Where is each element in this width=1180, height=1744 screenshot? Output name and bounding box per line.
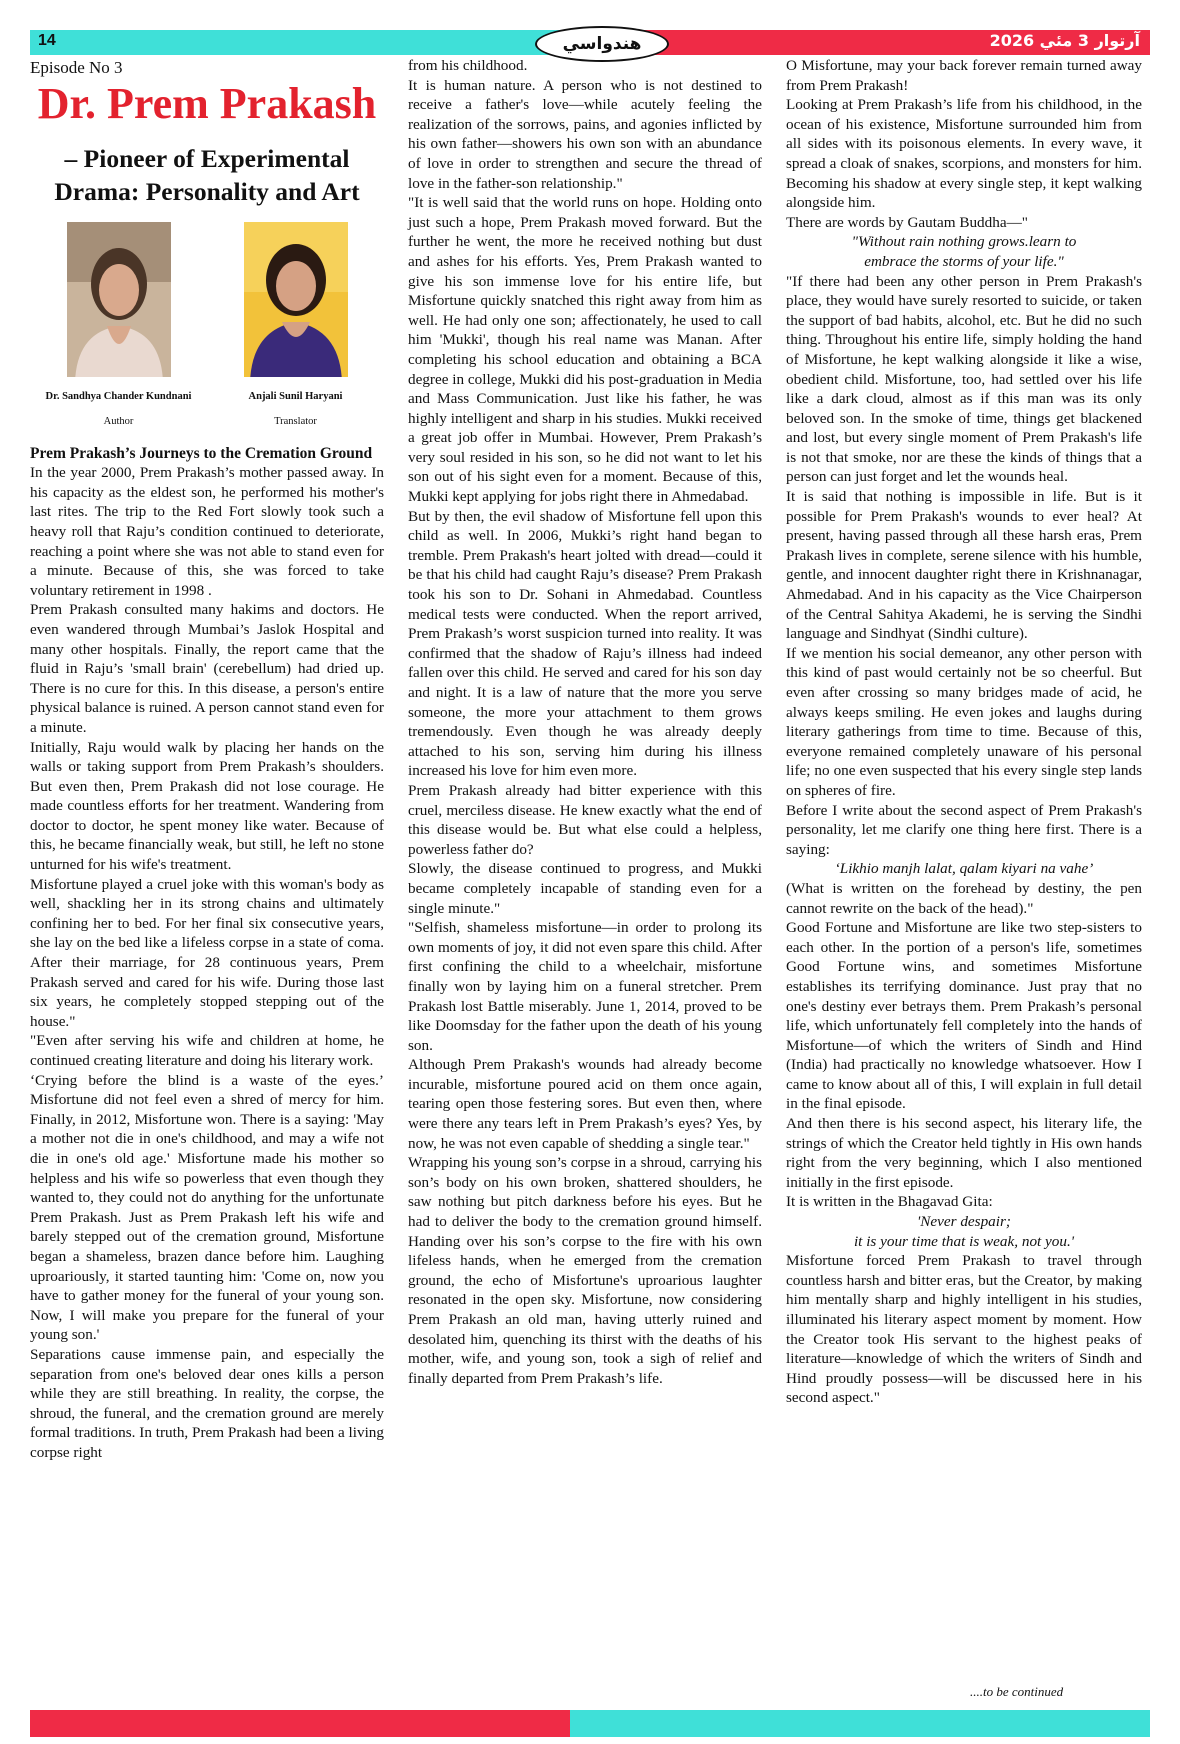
paragraph: It is said that nothing is impossible in life. But is it possible for Prem Prakash's wounds to ever heal? At present, having passed through all these harsh eras, Prem Prakash lives in complete, serene silence with his humble, gentle, and innocent daughter right there in Krishnanagar, Ahmedabad. And in his capacity as the Vice Chairperson of the Central Sahitya Akademi, he is serving the Sindhi language and Sindhyat (Sindhi culture). (786, 488, 1142, 643)
paragraph: Prem Prakash already had bitter experience with this cruel, merciless disease. He knew exactly what the end of this disease would be. But what else could a helpless, powerless father do? (408, 781, 762, 858)
paragraph: Prem Prakash consulted many hakims and doctors. He even wandered through Mumbai’s Jaslok Hospital and many other hospitals. Finally, the report came that the fluid in Raju’s 'small brain' (cerebellum) had dried up. There is no cure for this. In this disease, a person's entire physical balance is ruined. A person cannot stand even for a minute. (30, 601, 384, 736)
author-role: Author (103, 416, 134, 427)
episode-label: Episode No 3 (30, 58, 123, 77)
paragraph: And then there is his second aspect, his literary life, the strings of which the Creator held tightly in His own hands right from the very beginning, which I also mentioned initially in the first episode. (786, 1115, 1142, 1191)
paragraph: If we mention his social demeanor, any other person with this kind of past would certainly not be so cheerful. But even after crossing so many bridges made of acid, he always keeps smiling. He even jokes and laughs during literary gatherings from time to time. Because of this, everyone remained completely unaware of his personal life; no one even suspected that his every single step lands on spheres of fire. (786, 644, 1142, 799)
paragraph: Although Prem Prakash's wounds had already become incurable, misfortune poured acid on them once again, tearing open those festering sores. But even then, where were there any tears left in Prem Prakash’s eyes? Yes, by now, he was not even capable of shedding a single tear." (408, 1056, 762, 1152)
paragraph: ‘Crying before the blind is a waste of the eyes.’ Misfortune did not feel even a shred of mercy for him. Finally, in 2012, Misfortune won. There is a saying: 'May a mother not die in one's childhood, and may a wife not die in one's old age.' Misfortune made his mother so helpless and his wife so powerless that even though they wanted to, they could not do anything for the unfortunate Prem Prakash. Just as Prem Prakash left his wife and barely stepped out of the cremation ground, Misfortune began a shameless, brazen dance before him. Laughing uproariously, it started taunting him: 'Come on, now you have to gather money for the funeral of your young son. Now, I will make you prepare for the funeral of your young son.' (30, 1071, 384, 1344)
section-heading: Prem Prakash’s Journeys to the Cremation Ground (30, 444, 373, 462)
paragraph: Wrapping his young son’s corpse in a shroud, carrying his son’s body on his own broken, shattered shoulders, he saw nothing but pitch darkness before his eyes. But he had to deliver the body to the cremation ground himself. Handing over his son’s corpse to the fire with his own lifeless hands, when he emerged from the cremation ground, the echo of Misfortune's uproarious laughter resonated in the open sky. Misfortune, now considering Prem Prakash an old man, having utterly ruined and desolated him, quenching its thirst with the deaths of his mother, wife, and young son, took a sigh of relief and finally departed from Prem Prakash’s life. (408, 1154, 762, 1387)
paragraph: Slowly, the disease continued to progress, and Mukki became completely incapable of standing even for a single minute." (408, 860, 762, 917)
column-2 (408, 56, 762, 1388)
paragraph: from his childhood. (408, 57, 528, 74)
continued-note: ....to be continued (970, 1684, 1064, 1699)
paragraph: But by then, the evil shadow of Misfortune fell upon this child as well. In 2006, Mukki’s right hand began to tremble. Prem Prakash's heart jolted with dread—could it be that his child had caught Raju’s disease? Prem Prakash took his son to Dr. Sohani in Ahmedabad. Countless medical tests were conducted. When the report arrived, Prem Prakash’s worst suspicion turned into reality. It was confirmed that the shadow of Raju’s illness had indeed fallen over this child. He served and cared for his son day and night. It is a law of nature that the more you serve someone, the more your attachment to them grows tremendously. Even though he was already deeply attached to his son, serving him during his illness increased his love for him even more. (408, 507, 762, 780)
paragraph: "If there had been any other person in Prem Prakash's place, they would have surely resorted to suicide, or taken the support of bad habits, alcohol, etc. But he did no such thing. Throughout his entire life, simply holding the hand of Misfortune, he kept walking alongside it like a wise, obedient child. Misfortune, too, had settled over his life like a dark cloud, almost as if this man was its only beloved son. In the smoke of time, things get blackened and lost, but every single moment of Prem Prakash's life is not that smoke, nor are these the kinds of things that a person can just forget and let the wounds heal. (786, 272, 1142, 486)
paragraph: It is written in the Bhagavad Gita: (786, 1193, 993, 1211)
paragraph: There are words by Gautam Buddha—" (786, 213, 1028, 231)
translator-photo (244, 222, 348, 378)
paragraph: Separations cause immense pain, and especially the separation from one's beloved dear ones kills a person while they are still breathing. In reality, the corpse, the shroud, the funeral, and the cremation ground are merely formal traditions. In truth, Prem Prakash had been a living corpse right (30, 1345, 384, 1461)
header-cyan-band (30, 30, 570, 55)
quote-line: ‘Likhio manjh lalat, qalam kiyari na vahe’ (834, 860, 1094, 878)
quote-line: 'Never despair; (917, 1213, 1011, 1231)
footer-red-band (30, 1710, 570, 1737)
paragraph: "Even after serving his wife and children at home, he continued creating literature and doing his literary work. (30, 1032, 384, 1069)
column-3 (786, 56, 1142, 1408)
paragraph: Good Fortune and Misfortune are like two step-sisters to each other. In the portion of a person's life, sometimes Good Fortune wins, and sometimes Misfortune establishes its terrifying dominance. Just pray that no one's destiny ever betrays them. Prem Prakash’s personal life, which unfortunately fell completely into the hands of Misfortune—of which the writers of Sindh and Hind (India) had practically no knowledge whatsoever. How I came to know about all of this, I will explain in full detail in the final episode. (786, 919, 1142, 1113)
paragraph: Misfortune forced Prem Prakash to travel through countless harsh and bitter eras, but the Creator, by making him mentally sharp and highly intelligent in his studies, illuminated his literary aspect moment by moment. How the Creator took His servant to the highest peaks of literature—knowledge of which the writers of Sindh and Hind proudly possess—will be discussed here in his second aspect." (786, 1252, 1142, 1407)
photo-row (30, 222, 384, 432)
paragraph: In the year 2000, Prem Prakash’s mother passed away. In his capacity as the eldest son, he performed his mother's last rites. The trip to the Red Fort slowly took such a heavy roll that Raju’s condition continued to deteriorate, reaching a point where she was not able to stand even for a minute. Because of this, she was forced to take voluntary retirement in 1998 . (30, 464, 384, 599)
paragraph: It is human nature. A person who is not destined to receive a father's love—while acutely feeling the realization of the sorrows, pains, and agonies inflicted by his own father—showers his own son with an abundance of love in order to strengthen and secure the thread of love in the father-son relationship." (408, 76, 762, 192)
paragraph: Initially, Raju would walk by placing her hands on the walls or taking support from Prem Prakash’s shoulders. But even then, Prem Prakash did not lose courage. He made countless efforts for her treatment. Wandering from doctor to doctor, he spent money like water. Because of this, he became financially weak, but still, he left no stone unturned for his wife's treatment. (30, 738, 384, 874)
author-photo-block (39, 222, 199, 432)
paragraph: Misfortune played a cruel joke with this woman's body as well, shackling her in its strong chains and ultimately confining her to bed. For her final six consecutive years, she lay on the bed like a lifeless corpse in a state of coma. After their marriage, for 28 continuous years, Prem Prakash served and cared for his wife. During those last six years, he completely stopped stepping out of the house." (30, 875, 384, 1030)
paragraph: (What is written on the forehead by destiny, the pen cannot rewrite on the back of the head)." (786, 879, 1142, 917)
paragraph: Before I write about the second aspect of Prem Prakash's personality, let me clarify one thing here first. There is a saying: (786, 801, 1142, 858)
paragraph: "Selfish, shameless misfortune—in order to prolong its own moments of joy, it did not even spare this child. After first confining the child to a wheelchair, misfortune finally won by laying him on a funeral stretcher. Prem Prakash lost Battle miserably. June 1, 2014, proved to be like Doomsday for the father upon the death of his young son. (408, 919, 762, 1054)
newspaper-logo: هندواسي (535, 26, 669, 62)
page-number: 14 (38, 32, 56, 49)
paragraph: "It is well said that the world runs on hope. Holding onto just such a hope, Prem Prakash moved forward. But the further he went, the more he received nothing but dust and ashes for his efforts. Yes, Prem Prakash wanted to give his son immense love for his entire life, but Misfortune quickly snatched this right away from him as well. He had only one son; affectionately, he used to call him 'Mukki', though his real name was Manan. After completing his school education and obtaining a BCA degree in college, Mukki did his post-graduation in Media and Mass Communication. Just like his father, he was highly intelligent and sharp in his studies. Mukki received a great job offer in Mumbai. However, Prem Prakash’s very soul resided in his son, so he did not want to let his son out of his sight even for a moment. Because of this, Mukki kept applying for jobs right there in Ahmedabad. (408, 194, 762, 506)
translator-name: Anjali Sunil Haryani (248, 391, 343, 403)
column-1 (30, 58, 384, 1462)
issue-date: آرتوار 3 مئي 2026 (989, 31, 1140, 50)
author-photo (67, 222, 171, 378)
footer-bar (30, 1710, 1150, 1737)
article-subtitle: – Pioneer of Experimental Drama: Personality and Art (54, 143, 360, 206)
article-title: Dr. Prem Prakash (37, 78, 377, 128)
header-bar (30, 30, 1150, 55)
quote-line: it is your time that is weak, not you.' (853, 1232, 1075, 1250)
translator-role: Translator (274, 416, 317, 427)
quote-line: "Without rain nothing grows.learn to (851, 233, 1077, 251)
author-name: Dr. Sandhya Chander Kundnani (45, 391, 192, 403)
quote-line: embrace the storms of your life." (864, 252, 1064, 270)
paragraph: O Misfortune, may your back forever remain turned away from Prem Prakash! (786, 57, 1142, 94)
translator-photo-block (216, 222, 376, 432)
footer-cyan-band (570, 1710, 1150, 1737)
paragraph: Looking at Prem Prakash’s life from his childhood, in the ocean of his existence, Misfortune surrounded him from all sides with its poisonous elements. In every wave, it spread a cloak of snakes, scorpions, and monsters for him. Becoming his shadow at every single step, it kept walking alongside him. (786, 96, 1142, 212)
